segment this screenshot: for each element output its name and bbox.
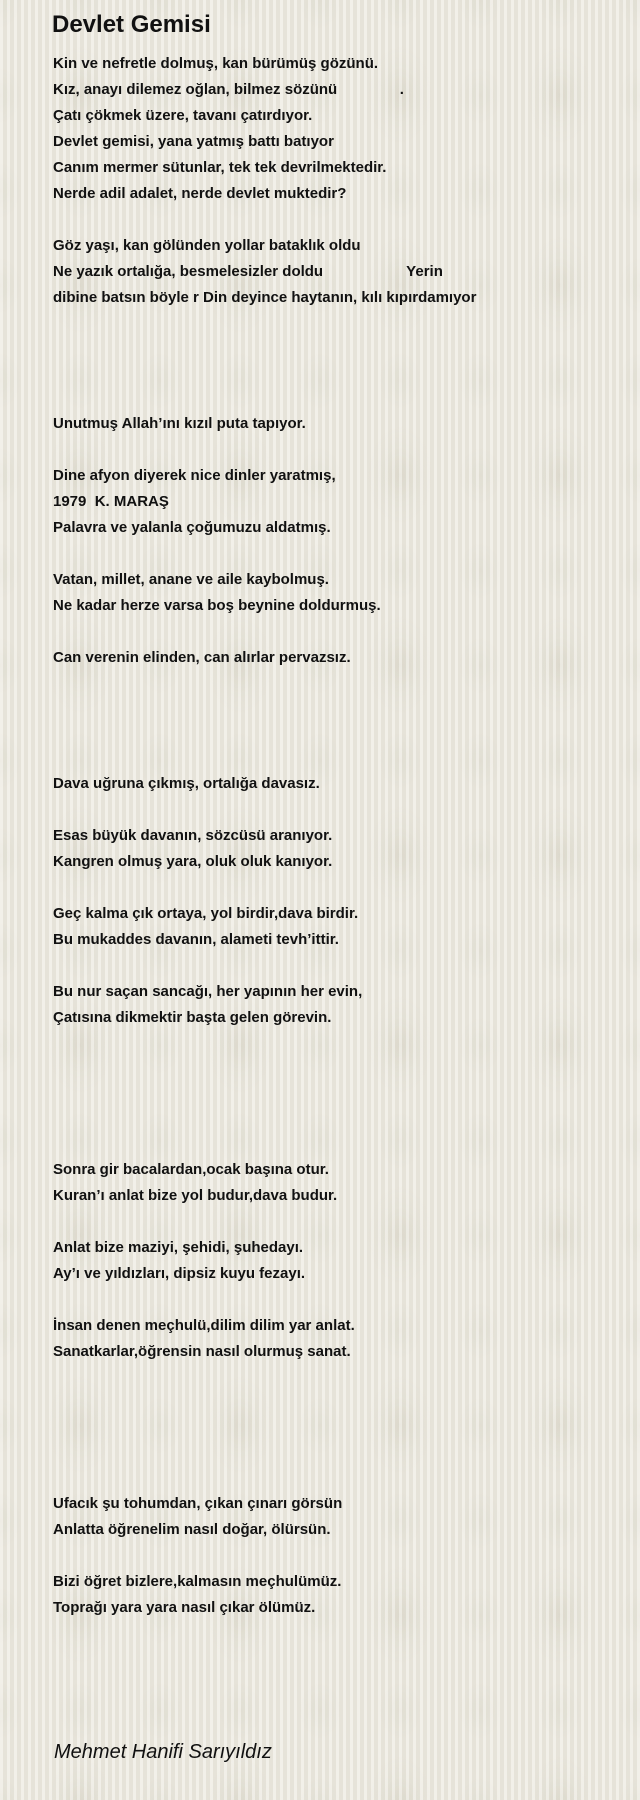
- poem-line: Nerde adil adalet, nerde devlet muktedir?: [53, 185, 347, 202]
- poem-line: Dava uğruna çıkmış, ortalığa davasız.: [53, 775, 320, 792]
- poem-line: Kuran’ı anlat bize yol budur,dava budur.: [53, 1187, 338, 1204]
- poem-line: dibine batsın böyle r Din deyince haytanın, kılı kıpırdamıyor: [53, 289, 477, 306]
- poem-line: Canım mermer sütunlar, tek tek devrilmektedir.: [53, 159, 387, 176]
- poem-line: Bizi öğret bizlere,kalmasın meçhulümüz.: [53, 1573, 342, 1590]
- poem-line: Toprağı yara yara nasıl çıkar ölümüz.: [53, 1599, 316, 1616]
- poem-title: Devlet Gemisi: [52, 11, 211, 38]
- poem-line: Palavra ve yalanla çoğumuzu aldatmış.: [53, 519, 331, 536]
- author-name: Mehmet Hanifi Sarıyıldız: [54, 1741, 272, 1763]
- poem-line: Dine afyon diyerek nice dinler yaratmış,: [53, 467, 336, 484]
- poem-line: Göz yaşı, kan gölünden yollar bataklık oldu: [53, 237, 361, 254]
- poem-line: Can verenin elinden, can alırlar pervazsız.: [53, 649, 351, 666]
- poem-line: Anlatta öğrenelim nasıl doğar, ölürsün.: [53, 1521, 331, 1538]
- poem-line: Esas büyük davanın, sözcüsü aranıyor.: [53, 827, 333, 844]
- poem-line: Kangren olmuş yara, oluk oluk kanıyor.: [53, 853, 333, 870]
- poem-line: 1979 K. MARAŞ: [53, 493, 169, 510]
- poem-line: Vatan, millet, anane ve aile kaybolmuş.: [53, 571, 329, 588]
- poem-line: Çatısına dikmektir başta gelen görevin.: [53, 1009, 332, 1026]
- poem-line: Ne yazık ortalığa, besmelesizler doldu Yerin: [53, 263, 443, 280]
- poem-line: Devlet gemisi, yana yatmış battı batıyor: [53, 133, 334, 150]
- poem-line: Bu nur saçan sancağı, her yapının her evin,: [53, 983, 363, 1000]
- poem-line: Ay’ı ve yıldızları, dipsiz kuyu fezayı.: [53, 1265, 306, 1282]
- poem-line: Bu mukaddes davanın, alameti tevh’ittir.: [53, 931, 339, 948]
- poem-line: Çatı çökmek üzere, tavanı çatırdıyor.: [53, 107, 313, 124]
- poem-line: İnsan denen meçhulü,dilim dilim yar anlat.: [53, 1317, 355, 1334]
- poem-line: Ne kadar herze varsa boş beynine doldurmuş.: [53, 597, 381, 614]
- poem-line: Unutmuş Allah’ını kızıl puta tapıyor.: [53, 415, 306, 432]
- poem-line: Sonra gir bacalardan,ocak başına otur.: [53, 1161, 329, 1178]
- poem-line: Kin ve nefretle dolmuş, kan bürümüş gözünü.: [53, 55, 379, 72]
- poem-line: Kız, anayı dilemez oğlan, bilmez sözünü .: [53, 81, 404, 98]
- poem-line: Ufacık şu tohumdan, çıkan çınarı görsün: [53, 1495, 343, 1512]
- poem-line: Geç kalma çık ortaya, yol birdir,dava birdir.: [53, 905, 359, 922]
- poem-line: Sanatkarlar,öğrensin nasıl olurmuş sanat.: [53, 1343, 351, 1360]
- poem-line: Anlat bize maziyi, şehidi, şuhedayı.: [53, 1239, 304, 1256]
